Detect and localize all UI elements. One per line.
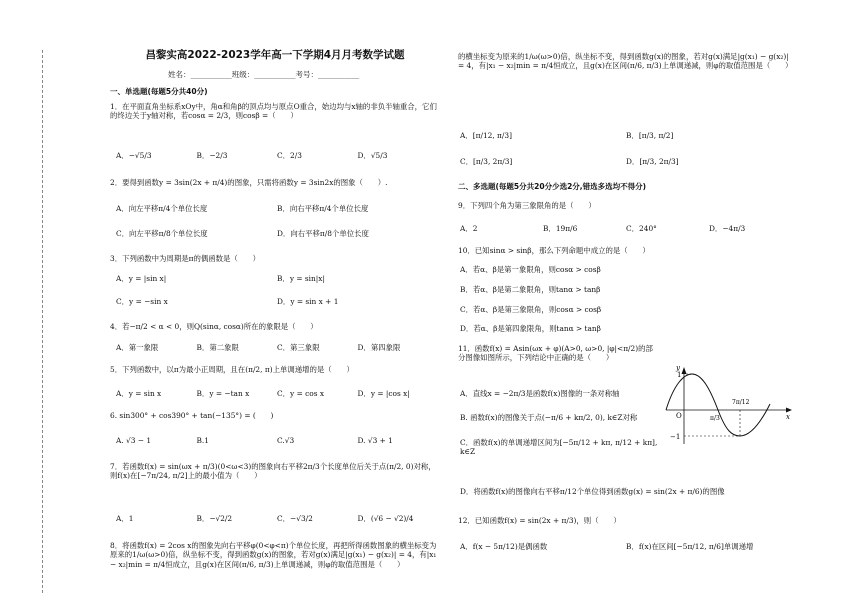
question-8-continued (458, 52, 792, 112)
graph-label-pi3: π/3 (710, 415, 720, 422)
option[interactable]: B．f(x)在区间[−5π/12, π/6]单调递增 (626, 542, 754, 551)
q4-options (116, 343, 438, 352)
option[interactable]: C．第三象限 (277, 343, 320, 352)
q11-graph (666, 364, 792, 446)
q2-options-row1 (116, 204, 438, 213)
q6-options (116, 436, 438, 445)
option[interactable]: A．若α、β是第一象限角，则cosα > cosβ (460, 265, 601, 274)
y-axis-arrow (682, 367, 687, 374)
option[interactable]: C．若α、β是第三象限角，则cosα > cosβ (460, 305, 602, 314)
student-info-line: 姓名：___________班级：___________考号：___________ (168, 70, 360, 79)
graph-label-one: 1 (677, 371, 682, 379)
question-8: 8．将函数f(x) = 2cos x的图象先向右平移φ(0<φ<π)个单位长度，再把所得函数图象的横坐标变为原来的1/ω(ω>0)倍，纵坐标不变，得到函数g(x)的图象，若对g(x)满足|g(x₁) − g(x₂)| = 4，有|x₁ − x₂|min = π/4恒成立，且g(x)在区间(π/6, π/3)上单调递减，则φ的取值范围是（ ） (110, 541, 437, 569)
option[interactable]: A．1 (116, 514, 134, 523)
option[interactable]: C．向左平移π/8个单位长度 (116, 229, 208, 238)
question-3: 3．下列函数中为周期是π的偶函数是（ ） (110, 254, 260, 263)
question-10: 10．已知sinα > sinβ，那么下列命题中成立的是（ ） (458, 246, 650, 255)
question-7: 7．若函数f(x) = sin(ωx + π/3)(0<ω<3)的图象向右平移2π/3个长度单位后关于点(π/2, 0)对称，则f(x)在[−7π/24, π/2]上的最小值为（ ） (110, 462, 436, 481)
option[interactable]: C．y = cos x (277, 389, 325, 398)
option[interactable]: C.√3 (277, 436, 295, 445)
option[interactable]: D．若α、β是第四象限角，则tanα > tanβ (460, 324, 601, 333)
option[interactable]: A．向左平移π/4个单位长度 (116, 204, 208, 213)
option[interactable]: D．向右平移π/8个单位长度 (277, 229, 369, 238)
q3-options-row2 (116, 297, 438, 306)
page-title: 昌黎实高2022-2023学年高一下学期4月月考数学试题 (145, 49, 405, 61)
option[interactable]: D．y = sin x + 1 (277, 297, 339, 306)
binding-line (42, 50, 43, 593)
sine-curve (666, 374, 770, 436)
option[interactable]: B.1 (196, 436, 209, 445)
option[interactable]: B．若α、β是第二象限角，则tanα > tanβ (460, 285, 601, 294)
q12-options (460, 542, 792, 551)
q9-options (460, 224, 792, 233)
q5-options (116, 389, 438, 398)
graph-label-neg-one: −1 (670, 433, 681, 441)
option[interactable]: A．y = |sin x| (116, 274, 167, 283)
option[interactable]: A．−√5/3 (116, 151, 152, 160)
option[interactable]: B．向右平移π/4个单位长度 (277, 204, 369, 213)
q1-options (116, 151, 438, 160)
graph-label-o: O (676, 412, 682, 420)
q3-options-row1 (116, 274, 438, 283)
option[interactable]: B. 函数f(x)的图像关于点(−π/6 + kπ/2, 0), k∈Z对称 (460, 413, 638, 422)
question-6: 6. sin300° + cos390° + tan(−135°) = ( ) (110, 411, 274, 420)
option[interactable]: B．−2/3 (196, 151, 228, 160)
question-8-start (110, 541, 440, 569)
graph-label-y: y (676, 364, 680, 372)
q2-options-row2 (116, 229, 438, 238)
option[interactable]: D．第四象限 (357, 343, 401, 352)
option[interactable]: C．y = −sin x (116, 297, 168, 306)
option[interactable]: C．240° (626, 224, 657, 233)
section-single-choice: 一、单选题(每题5分共40分) (110, 87, 208, 96)
option[interactable]: A．[π/12, π/3] (460, 131, 512, 140)
question-2: 2．要得到函数y = 3sin(2x + π/4)的图象，只需将函数y = 3sin2x的图象（ ）. (110, 178, 388, 187)
option[interactable]: D．y = |cos x| (357, 389, 410, 398)
option[interactable]: D．−4π/3 (709, 224, 746, 233)
question-5: 5．下列函数中，以π为最小正周期，且在(π/2, π)上单调递增的是（ ） (110, 365, 354, 374)
option[interactable]: B．−√2/2 (196, 514, 233, 523)
option[interactable]: C．2/3 (277, 151, 302, 160)
option[interactable]: D．√5/3 (357, 151, 388, 160)
graph-label-x: x (786, 413, 790, 421)
question-4: 4．若−π/2 < α < 0，则Q(sinα, cosα)所在的象限是（ ） (110, 322, 318, 331)
option[interactable]: B．y = sin|x| (277, 274, 325, 283)
q8-options-row1 (460, 131, 792, 140)
option[interactable]: C．−√3/2 (277, 514, 313, 523)
option[interactable]: B．19π/6 (543, 224, 578, 233)
x-axis-arrow (786, 408, 792, 413)
option[interactable]: D. √3 + 1 (357, 436, 393, 445)
option[interactable]: B．y = −tan x (196, 389, 250, 398)
option[interactable]: D．(√6 − √2)/4 (357, 514, 414, 523)
question-9: 9．下列四个角为第三象限角的是（ ） (458, 201, 596, 210)
option[interactable]: A．f(x − 5π/12)是偶函数 (460, 542, 548, 551)
option[interactable]: A．第一象限 (116, 343, 159, 352)
question-8-continued-text: 的横坐标变为原来的1/ω(ω>0)倍，纵坐标不变，得到函数g(x)的图象，若对g(x)满足|g(x₁) − g(x₂)| = 4，有|x₁ − x₂|min = π/4恒成立，且g(x)在区间(π/6, π/3)上单调递减，则φ的取值范围是（ ） (458, 52, 793, 71)
section-multiple-choice: 二、多选题(每题5分共20分少选2分,错选多选均不得分) (458, 182, 647, 191)
option[interactable]: A．2 (460, 224, 478, 233)
graph-label-7pi12: 7π/12 (732, 399, 750, 406)
option[interactable]: A. √3 − 1 (116, 436, 152, 445)
question-11: 11．函数f(x) = Asin(ωx + φ)(A>0, ω>0, |φ|<π/2)的部分图像如图所示，下列结论中正确的是（ ） (458, 344, 653, 363)
option[interactable]: B．第二象限 (196, 343, 239, 352)
option[interactable]: A．直线x = −2π/3是函数f(x)图像的一条对称轴 (460, 389, 620, 398)
option[interactable]: D．将函数f(x)的图像向右平移π/12个单位得到函数g(x) = sin(2x + π/6)的图像 (460, 487, 725, 496)
question-1: 1．在平面直角坐标系xOy中，角α和角β的顶点均与原点O重合，始边均与x轴的非负半轴重合，它们的终边关于y轴对称，若cosα = 2/3，则cosβ =（ ） (110, 102, 437, 121)
option[interactable]: B．[π/3, π/2] (626, 131, 674, 140)
q8-options-row2 (460, 157, 792, 166)
option[interactable]: D．[π/3, 2π/3] (626, 157, 679, 166)
option[interactable]: C．函数f(x)的单调递增区间为[−5π/12 + kπ, π/12 + kπ], k∈Z (460, 438, 658, 457)
q7-options (116, 514, 438, 523)
option[interactable]: C．[π/3, 2π/3] (460, 157, 513, 166)
question-12: 12．已知函数f(x) = sin(2x + π/3)，则（ ） (458, 516, 621, 525)
option[interactable]: A．y = sin x (116, 389, 162, 398)
